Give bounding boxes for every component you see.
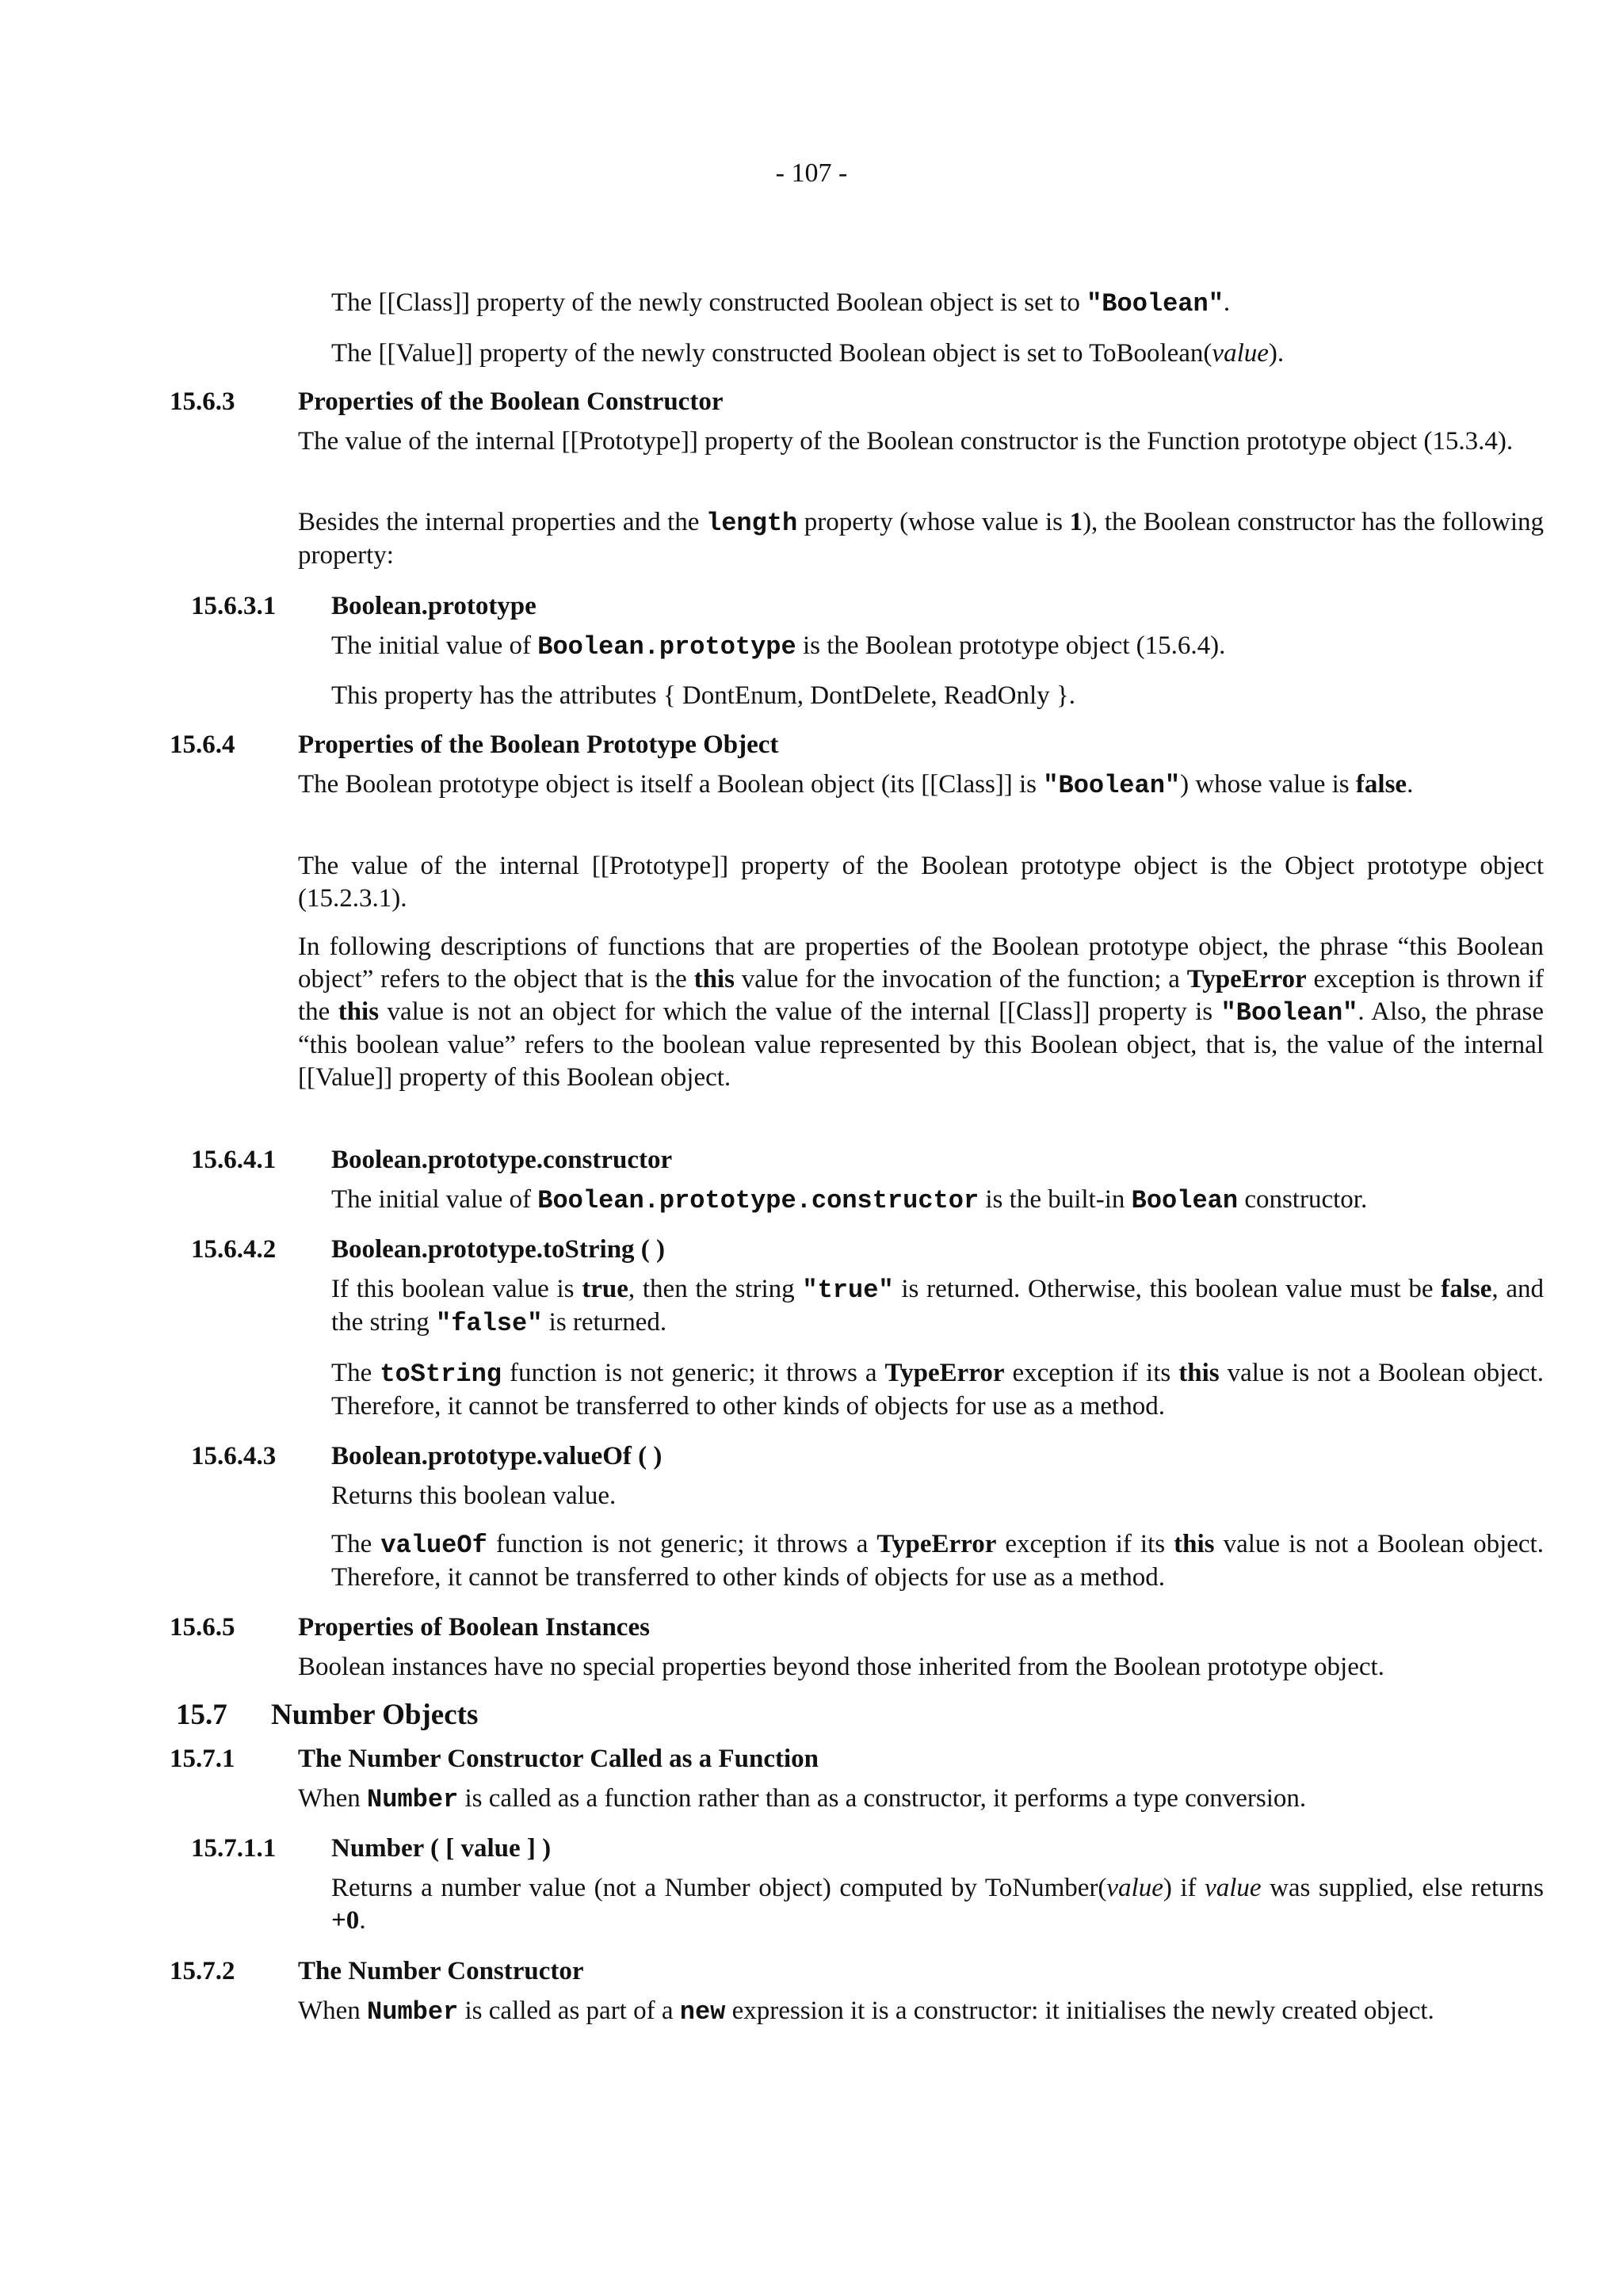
section-heading-15-6-3-1 xyxy=(191,590,537,623)
section-heading-15-7-1-1 xyxy=(191,1833,552,1865)
section-number: 15.6.5 xyxy=(170,1613,235,1642)
paragraph-valueof-not-generic: The valueOf function is not generic; it throws a TypeError exception if its this value is not a Boolean object. Therefore, it cannot be transferred to other kinds of objects for use as a method. xyxy=(331,1530,1544,1592)
section-title: Number ( [ value ] ) xyxy=(331,1834,552,1863)
section-heading-15-7-2 xyxy=(170,1955,584,1988)
paragraph-class-property: The [[Class]] property of the newly constructed Boolean object is set to "Boolean". xyxy=(331,288,1231,318)
section-title: Number Objects xyxy=(271,1699,479,1731)
section-title: Boolean.prototype.valueOf ( ) xyxy=(331,1442,663,1470)
section-number: 15.6.4.2 xyxy=(191,1235,277,1264)
paragraph-length-property: Besides the internal properties and the length property (whose value is 1), the Boolean constructor has the following property: xyxy=(298,508,1544,570)
section-number: 15.7.1.1 xyxy=(191,1834,277,1863)
paragraph-tostring-returns: If this boolean value is true, then the string "true" is returned. Otherwise, this boolean value must be false, and the string "false" is returned. xyxy=(331,1275,1545,1338)
paragraph-initial-value-prototype: The initial value of Boolean.prototype is the Boolean prototype object (15.6.4). xyxy=(331,631,1226,662)
paragraph-tostring-not-generic: The toString function is not generic; it throws a TypeError exception if its this value is not a Boolean object. Therefore, it cannot be transferred to other kinds of objects for use as a method. xyxy=(331,1359,1544,1421)
section-number: 15.7.1 xyxy=(170,1745,235,1773)
code-boolean-string: "Boolean" xyxy=(1086,289,1224,318)
section-title: The Number Constructor xyxy=(298,1957,584,1985)
paragraph-prototype-of-prototype: The value of the internal [[Prototype]] property of the Boolean prototype object is the Object prototype object (15.2.3.1). xyxy=(298,852,1544,913)
section-title: The Number Constructor Called as a Function xyxy=(298,1745,819,1773)
section-heading-15-6-4-1 xyxy=(191,1144,673,1177)
section-heading-15-6-5 xyxy=(170,1611,650,1644)
paragraph-number-returns: Returns a number value (not a Number object) computed by ToNumber(value) if value was supplied, else returns +0. xyxy=(331,1874,1544,1935)
paragraph-attributes: This property has the attributes { DontEnum, DontDelete, ReadOnly }. xyxy=(331,681,1075,710)
section-title: Properties of the Boolean Constructor xyxy=(298,387,724,416)
section-number: 15.6.3 xyxy=(170,387,235,416)
paragraph-value-property: The [[Value]] property of the newly constructed Boolean object is set to ToBoolean(value). xyxy=(331,339,1285,368)
paragraph-constructor-initial-value: The initial value of Boolean.prototype.constructor is the built-in Boolean constructor. xyxy=(331,1185,1368,1215)
section-number: 15.7.2 xyxy=(170,1957,235,1985)
section-title: Boolean.prototype.constructor xyxy=(331,1146,673,1174)
section-number: 15.6.3.1 xyxy=(191,592,277,620)
paragraph-boolean-constructor-prototype: The value of the internal [[Prototype]] property of the Boolean constructor is the Function prototype object (15.3.4). xyxy=(298,427,1514,456)
section-heading-15-6-4-2 xyxy=(191,1234,666,1266)
section-heading-15-6-3 xyxy=(170,386,724,418)
section-number: 15.6.4 xyxy=(170,730,235,759)
section-title: Boolean.prototype.toString ( ) xyxy=(331,1235,666,1264)
section-number: 15.6.4.3 xyxy=(191,1442,277,1470)
paragraph-valueof-returns: Returns this boolean value. xyxy=(331,1482,617,1510)
section-number: 15.7 xyxy=(176,1699,227,1731)
page-number: - 107 - xyxy=(775,158,848,188)
paragraph-number-constructor: When Number is called as part of a new expression it is a constructor: it initialises the newly created object. xyxy=(298,1997,1434,2027)
section-title: Properties of Boolean Instances xyxy=(298,1613,650,1642)
section-title: Boolean.prototype xyxy=(331,592,537,620)
paragraph-boolean-instances: Boolean instances have no special properties beyond those inherited from the Boolean prototype object. xyxy=(298,1653,1384,1681)
paragraph-descriptions: In following descriptions of functions that are properties of the Boolean prototype object, the phrase “this Boolean object” refers to the object that is the this value for the invocation of the function; a TypeError exception is thrown if the this value is not an object for which the value of the internal [[Class]] property is "Boolean". Also, the phrase “this boolean value” refers to the boolean value represented by this Boolean object, that is, the value of the internal [[Value]] property of this Boolean object. xyxy=(298,933,1545,1092)
section-number: 15.6.4.1 xyxy=(191,1146,277,1174)
section-title: Properties of the Boolean Prototype Object xyxy=(298,730,779,759)
paragraph-number-as-function: When Number is called as a function rather than as a constructor, it performs a type conversion. xyxy=(298,1784,1307,1814)
paragraph-prototype-is-boolean: The Boolean prototype object is itself a Boolean object (its [[Class]] is "Boolean") whose value is false. xyxy=(298,770,1414,800)
section-heading-15-6-4 xyxy=(170,729,779,761)
section-heading-15-6-4-3 xyxy=(191,1440,663,1473)
section-heading-15-7-1 xyxy=(170,1743,819,1775)
